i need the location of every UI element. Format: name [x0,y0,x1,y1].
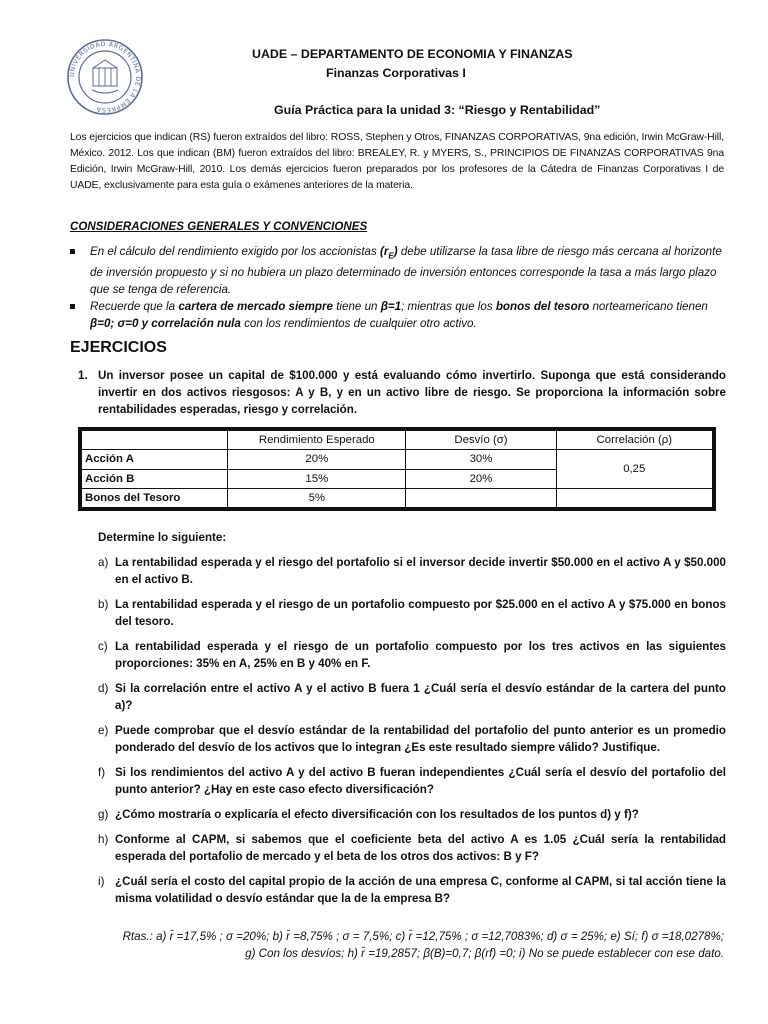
table-cell [556,488,712,507]
bullet-text-part: norteamericano tienen [589,300,708,314]
list-item [98,722,726,756]
bullet-bold-part: β=1 [380,300,402,314]
item-label: a) [98,556,109,569]
table-header-cell: Desvío (σ) [406,431,556,450]
question-text: Un inversor posee un capital de $100.000 y está evaluando cómo invertirlo. Suponga que está considerando invertir en dos activos riesgosos: A y B, y en un activo libre de riesgo. Se proporciona la información sobre rentabilidades esperadas, riesgo y correlación. [98,369,726,416]
item-label: h) [98,833,109,846]
data-table [78,427,716,511]
determine-label: Determine lo siguiente: [98,531,227,544]
table-cell: 5% [228,488,406,507]
guide-title: Guía Práctica para la unidad 3: “Riesgo y Rentabilidad” [274,103,601,117]
intro-paragraph: Los ejercicios que indican (RS) fueron extraídos del libro: ROSS, Stephen y Otros, FINANZAS CORPORATIVAS, 9na edición, Irwin McGraw-Hill, México. 2012. Los que indican (BM) fueron extraídos del libro: BREALEY, R. y MYERS, S., PRINCIPIOS DE FINANZAS CORPORATIVAS 9na Edición, Irwin McGraw-Hill, 2010. Los demás ejercicios fueron preparados por los profesores de la Cátedra de Finanzas Corporativas I de UADE, exclusivamente para esta guía o exámenes anteriores de la materia. [70,132,724,191]
item-text: Si la correlación entre el activo A y el activo B fuera 1 ¿Cuál sería el desvío estándar de la cartera del punto a)? [115,682,726,712]
table-cell: 30% [406,450,556,469]
table-row [82,450,713,469]
item-text: ¿Cómo mostraría o explicaría el efecto diversificación con los resultados de los puntos d) y f)? [115,808,639,821]
item-label: c) [98,640,108,653]
bullet-text-part: ; mientras que los [401,300,496,314]
list-item [98,873,726,907]
bullet-square-icon [70,304,75,309]
table-row-label: Acción A [82,450,228,469]
table-header-cell: Rendimiento Esperado [228,431,406,450]
bullet-bold-part: ) [393,245,398,258]
table-cell: 20% [228,450,406,469]
bullet-bold-part: bonos del tesoro [495,300,590,314]
list-item [98,806,726,823]
bullet-square-icon [70,249,75,254]
department-title: UADE – DEPARTAMENTO DE ECONOMIA Y FINANZAS [252,47,573,61]
list-item [98,831,726,865]
considerations-heading: CONSIDERACIONES GENERALES Y CONVENCIONES [70,220,368,233]
bullet-bold-part: (r [380,245,389,258]
list-item [70,298,726,332]
university-seal-logo [66,38,144,116]
item-text: La rentabilidad esperada y el riesgo de un portafolio compuesto por $25.000 en el activo A y $75.000 en bonos del tesoro. [115,598,726,628]
item-text: Conforme al CAPM, si sabemos que el coeficiente beta del activo A es 1.05 ¿Cuál sería la rentabilidad esperada del portafolio de mercado y el beta de los otros dos activos: B y F? [115,833,726,863]
table-cell: 15% [228,469,406,488]
bullet-text [90,298,726,332]
correlation-cell: 0,25 [556,450,712,489]
item-label: b) [98,598,109,611]
list-item [98,680,726,714]
item-text: La rentabilidad esperada y el riesgo del portafolio si el inversor decide invertir $50.000 en el activo A y $50.000 en el activo B. [115,556,726,586]
bullet-text-part: tiene un [332,300,381,314]
list-item [70,243,726,298]
exercises-heading: EJERCICIOS [70,339,167,356]
table-header-cell: Correlación (ρ) [556,431,712,450]
bullet-bold-part: β=0; σ=0 y correlación nula [90,317,241,331]
bullet-text-part: Recuerde que la [90,300,179,314]
bullet-text-part: con los rendimientos de cualquier otro activo. [240,317,477,331]
bullet-text [90,243,726,298]
answers-line-1: Rtas.: a) r̄ =17,5% ; σ =20%; b) r̄ =8,75% ; σ = 7,5%; c) r̄ =12,75% ; σ =12,7083%; d) σ = 25%; e) Sí; f) σ =18,0278%; [122,930,724,943]
question-number: 1. [78,369,88,382]
table-header-row [82,431,713,450]
answers-block [70,928,724,962]
list-item [98,554,726,588]
table-row-label: Acción B [82,469,228,488]
item-text: Si los rendimientos del activo A y del activo B fueran independientes ¿Cuál sería el desvío del portafolio del punto anterior? ¿Hay en este caso efecto diversificación? [115,766,726,796]
table-header-cell [82,431,228,450]
table-row-label: Bonos del Tesoro [82,488,228,507]
seal-ring-text: UNIVERSIDAD ARGENTINA DE LA EMPRESA [68,40,142,114]
item-label: d) [98,682,109,695]
item-text: Puede comprobar que el desvío estándar de la rentabilidad del portafolio del punto anterior es un promedio ponderado del desvío de los activos que lo integran ¿Es este resultado siempre válido? Justifique. [115,724,726,754]
bullet-text-part: debe utilizarse la tasa libre de riesgo más cercana al horizonte de inversión propuesto y si no hubiera un plazo determinado de inversión entonces corresponde la tasa a más largo plazo que se tenga de referencia. [90,245,722,297]
considerations-list [70,243,726,332]
bullet-text-part: En el cálculo del rendimiento exigido por los accionistas [90,245,381,258]
table-cell [406,488,556,507]
item-label: g) [98,808,109,821]
list-item [98,764,726,798]
item-label: e) [98,724,109,737]
item-label: i) [98,875,105,888]
bullet-bold-part: cartera de mercado siempre [178,300,333,314]
item-text: La rentabilidad esperada y el riesgo de un portafolio compuesto por los tres activos en las siguientes proporciones: 35% en A, 25% en B y 40% en F. [115,640,726,670]
course-title: Finanzas Corporativas I [326,66,466,80]
table-cell: 20% [406,469,556,488]
list-item [98,596,726,630]
answers-line-2: g) Con los desvíos; h) r̄ =19,2857; β(B)=0,7; β(rf) =0; i) No se puede establecer con ese dato. [245,947,724,960]
bullet-subscript: E [388,251,394,261]
list-item [98,638,726,672]
question-1 [74,367,726,418]
item-label: f) [98,766,106,779]
table-row [82,488,713,507]
item-text: ¿Cuál sería el costo del capital propio de la acción de una empresa C, conforme al CAPM, si tal acción tiene la misma volatilidad o desvío estándar que la de la empresa B? [115,875,726,905]
question-items [98,554,726,907]
